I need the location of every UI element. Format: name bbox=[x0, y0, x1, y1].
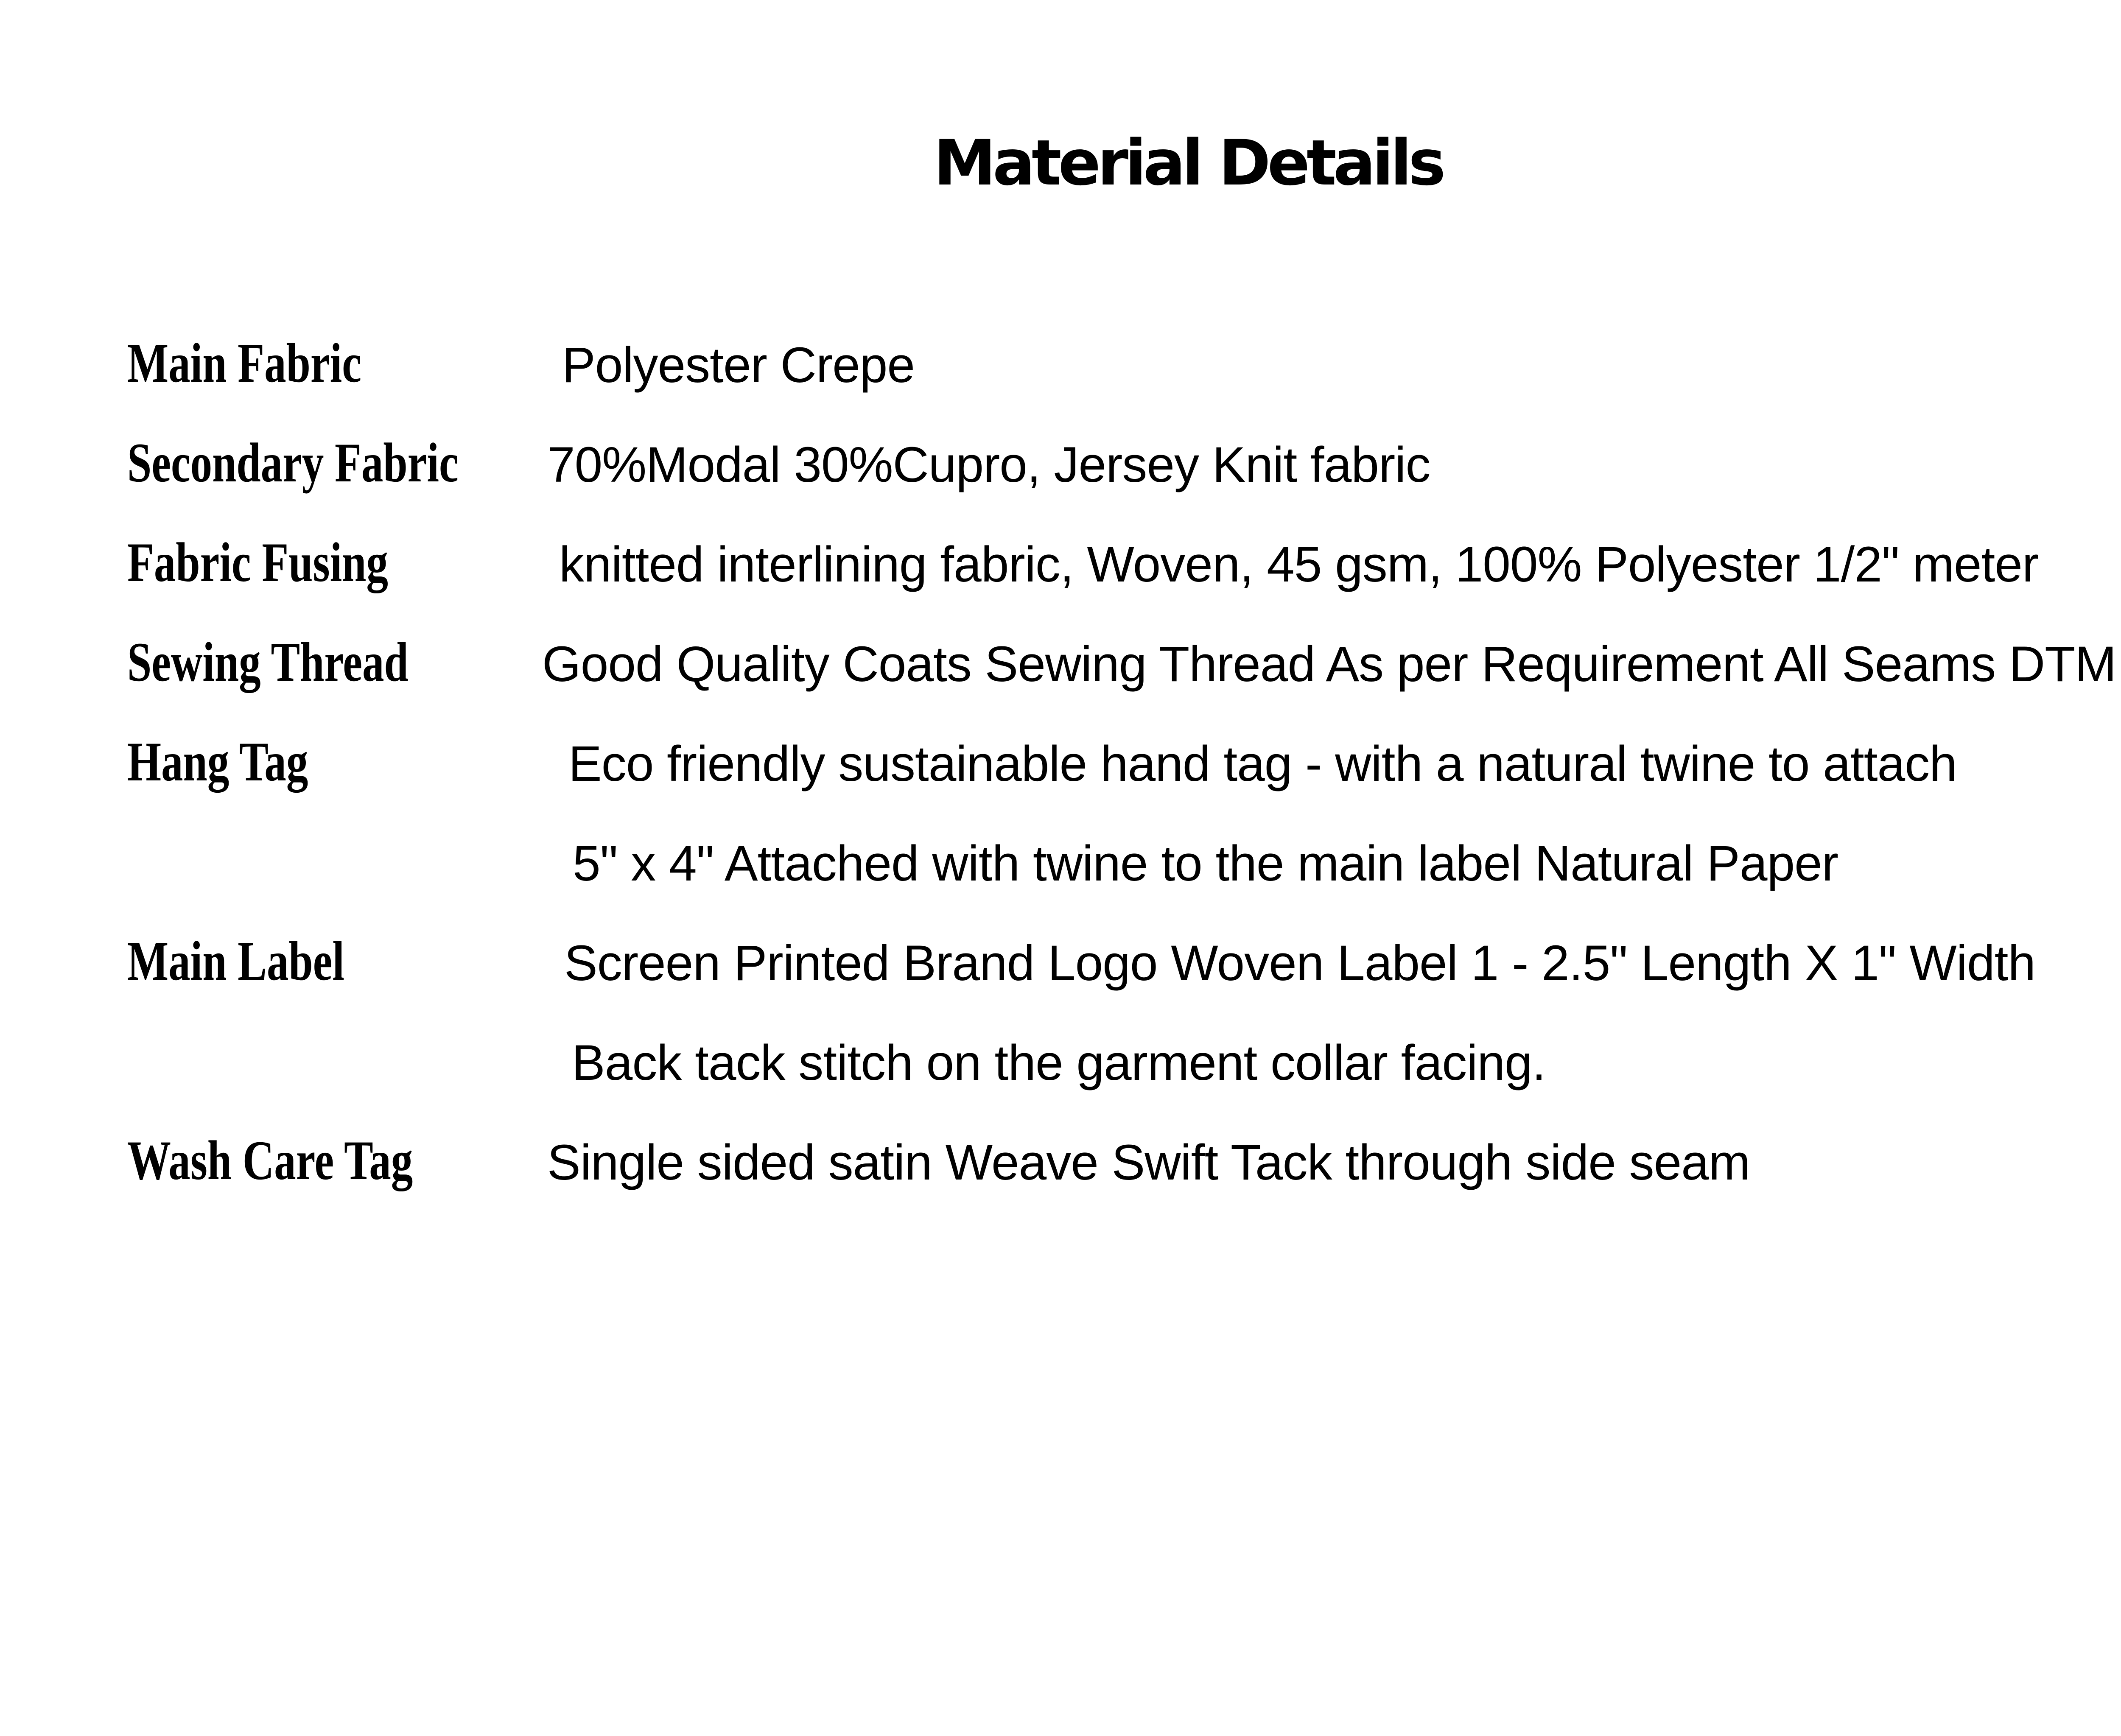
detail-row-hang-tag bbox=[0, 730, 2121, 819]
row-value: 5" x 4" Attached with twine to the main label Natural Paper bbox=[573, 836, 1838, 892]
detail-row-main-label bbox=[0, 930, 2121, 1018]
row-label: Secondary Fabric bbox=[127, 431, 459, 494]
row-label: Main Fabric bbox=[127, 332, 361, 394]
row-label: Wash Care Tag bbox=[127, 1129, 413, 1191]
row-value: Single sided satin Weave Swift Tack through side seam bbox=[547, 1135, 1750, 1191]
row-label: Fabric Fusing bbox=[127, 531, 388, 593]
detail-row-wash-care-tag bbox=[0, 1129, 2121, 1217]
row-value: 70%Modal 30%Cupro, Jersey Knit fabric bbox=[547, 437, 1430, 493]
detail-row-fabric-fusing bbox=[0, 531, 2121, 619]
row-label: Hang Tag bbox=[127, 730, 308, 793]
detail-row-sewing-thread bbox=[0, 631, 2121, 719]
row-label: Main Label bbox=[127, 930, 344, 992]
row-label: Sewing Thread bbox=[127, 631, 409, 693]
row-value: Back tack stitch on the garment collar facing. bbox=[572, 1035, 1546, 1091]
row-value: Polyester Crepe bbox=[562, 337, 915, 393]
detail-row-secondary-fabric bbox=[0, 431, 2121, 520]
row-value: Good Quality Coats Sewing Thread As per Requirement All Seams DTM bbox=[542, 636, 2116, 692]
detail-row-main-fabric bbox=[0, 332, 2121, 420]
detail-row-main-label-continued bbox=[0, 1033, 2121, 1118]
page-title: Material Details bbox=[933, 126, 1443, 199]
row-value: Eco friendly sustainable hand tag - with a natural twine to attach bbox=[568, 736, 1957, 792]
row-value: knitted interlining fabric, Woven, 45 gsm, 100% Polyester 1/2" meter bbox=[559, 537, 2039, 593]
detail-row-hang-tag-continued bbox=[0, 833, 2121, 918]
row-value: Screen Printed Brand Logo Woven Label 1 - 2.5" Length X 1" Width bbox=[564, 935, 2035, 991]
